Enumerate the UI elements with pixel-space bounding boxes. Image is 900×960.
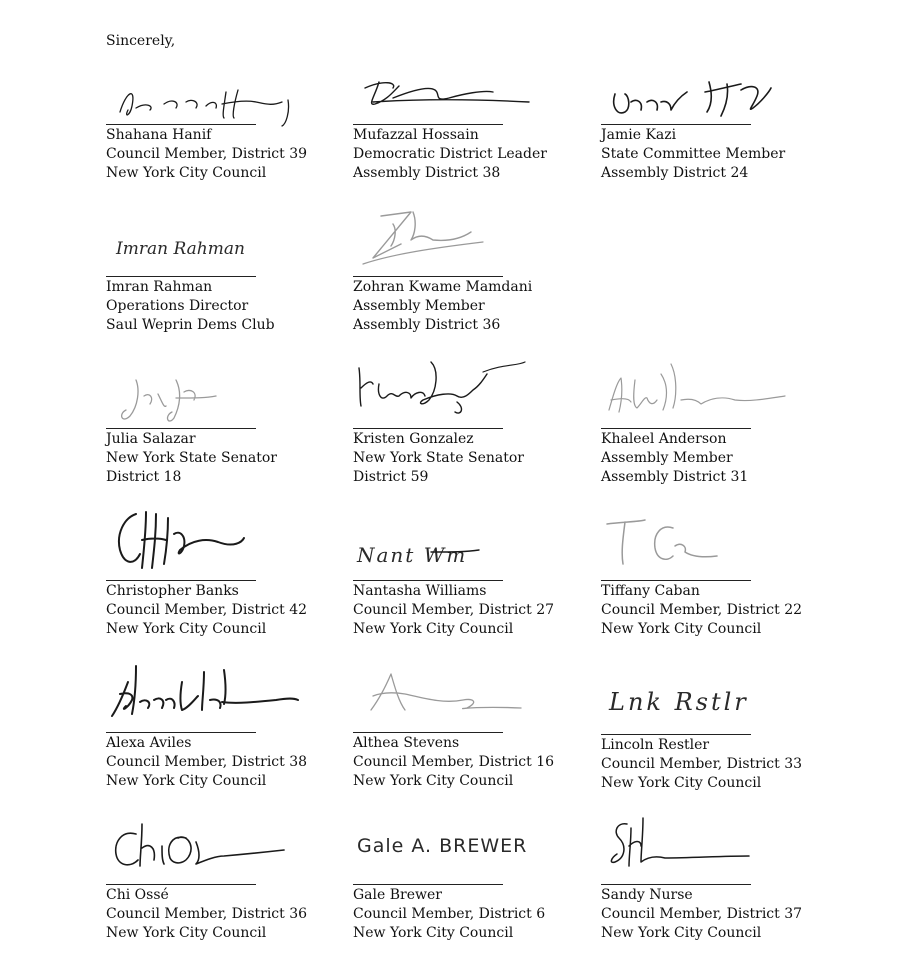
signature-line: [106, 428, 256, 429]
signatory-title: Council Member, District 37: [601, 906, 803, 922]
signatory-name: Julia Salazar: [106, 431, 196, 447]
signatory-affiliation: New York City Council: [601, 775, 762, 791]
signature-text: Gale A. BREWER: [357, 835, 528, 857]
signatory-name: Christopher Banks: [106, 583, 239, 599]
signature-line: [353, 276, 503, 277]
signatory-title: Democratic District Leader: [353, 146, 547, 162]
signatory-affiliation: New York City Council: [353, 925, 514, 941]
signatory-affiliation: District 59: [353, 469, 429, 485]
signatory-affiliation: New York City Council: [106, 773, 267, 789]
signatory-name: Nantasha Williams: [353, 583, 487, 599]
closing-salutation: Sincerely,: [106, 33, 176, 49]
signatory-title: Council Member, District 33: [601, 756, 803, 772]
signatory-title: Council Member, District 38: [106, 754, 308, 770]
signature-line: [601, 580, 751, 581]
signatory-title: New York State Senator: [353, 450, 524, 466]
signatory-name: Gale Brewer: [353, 887, 442, 903]
signatory-title: Operations Director: [106, 298, 249, 314]
signatory-name: Mufazzal Hossain: [353, 127, 479, 143]
signatory-name: Shahana Hanif: [106, 127, 212, 143]
signature-line: [106, 276, 256, 277]
signature-text: Nant Wm: [357, 543, 468, 567]
signatory-name: Imran Rahman: [106, 279, 213, 295]
signatory-title: Assembly Member: [601, 450, 733, 466]
signature-line: [106, 884, 256, 885]
signatory-affiliation: New York City Council: [106, 925, 267, 941]
signatory-title: New York State Senator: [106, 450, 277, 466]
signatory-name: Tiffany Caban: [601, 583, 700, 599]
signature-line: [353, 580, 503, 581]
signatory-affiliation: New York City Council: [601, 621, 762, 637]
signatory-name: Lincoln Restler: [601, 737, 710, 753]
signature-line: [601, 884, 751, 885]
signature-line: [601, 428, 751, 429]
signature-text: Lnk Rstlr: [609, 688, 749, 716]
signatory-affiliation: New York City Council: [106, 621, 267, 637]
signatory-name: Kristen Gonzalez: [353, 431, 474, 447]
signatory-affiliation: New York City Council: [353, 621, 514, 637]
signatory-title: Council Member, District 27: [353, 602, 555, 618]
signature-line: [106, 732, 256, 733]
signature-line: [353, 428, 503, 429]
signatory-affiliation: District 18: [106, 469, 182, 485]
signature-line: [601, 124, 751, 125]
signatory-title: Council Member, District 39: [106, 146, 308, 162]
signature-text: Imran Rahman: [116, 239, 245, 259]
signatory-affiliation: Assembly District 31: [601, 469, 749, 485]
signatory-affiliation: New York City Council: [106, 165, 267, 181]
signature-line: [353, 732, 503, 733]
signatory-title: State Committee Member: [601, 146, 786, 162]
signatory-name: Zohran Kwame Mamdani: [353, 279, 533, 295]
signature-line: [353, 124, 503, 125]
signatory-title: Council Member, District 16: [353, 754, 555, 770]
signature-line: [106, 580, 256, 581]
signature-line: [353, 884, 503, 885]
signature-line: [106, 124, 256, 125]
signatory-name: Sandy Nurse: [601, 887, 693, 903]
signatory-title: Council Member, District 42: [106, 602, 308, 618]
signatory-name: Khaleel Anderson: [601, 431, 727, 447]
signatory-affiliation: Assembly District 36: [353, 317, 501, 333]
signatory-name: Althea Stevens: [353, 735, 460, 751]
signatory-name: Alexa Aviles: [106, 735, 192, 751]
signatory-title: Assembly Member: [353, 298, 485, 314]
signatory-affiliation: Assembly District 38: [353, 165, 501, 181]
signatory-title: Council Member, District 36: [106, 906, 308, 922]
signatory-affiliation: Saul Weprin Dems Club: [106, 317, 275, 333]
signatory-affiliation: New York City Council: [601, 925, 762, 941]
signatory-affiliation: Assembly District 24: [601, 165, 749, 181]
signatory-name: Chi Ossé: [106, 887, 169, 903]
signatory-name: Jamie Kazi: [601, 127, 677, 143]
signature-line: [601, 734, 751, 735]
signatory-title: Council Member, District 22: [601, 602, 803, 618]
signatory-title: Council Member, District 6: [353, 906, 546, 922]
signatory-affiliation: New York City Council: [353, 773, 514, 789]
